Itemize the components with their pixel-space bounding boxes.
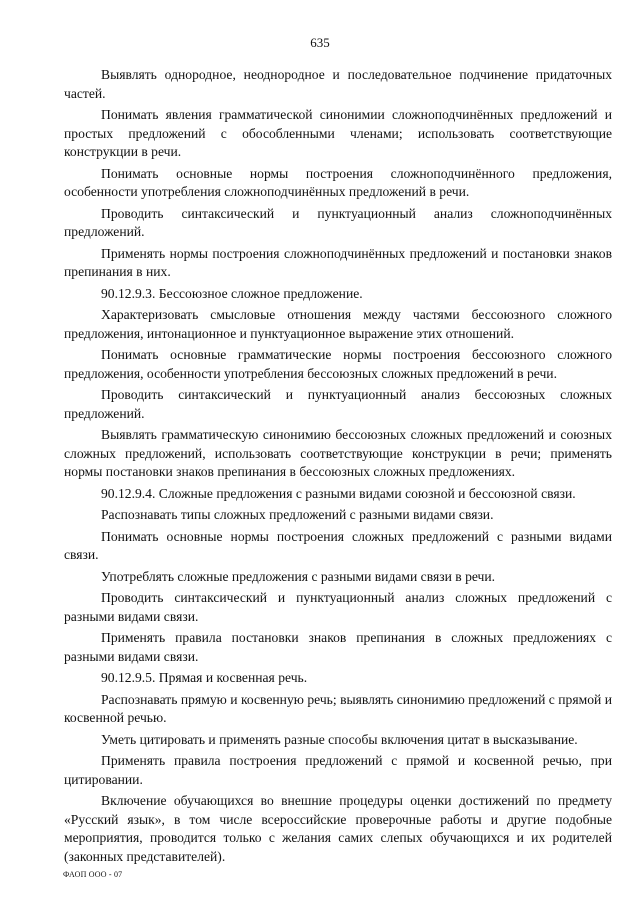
paragraph: Характеризовать смысловые отношения между частями бессоюзного сложного предложения, интонационное и пунктуационное выражение этих отношений.: [64, 307, 612, 341]
paragraph: Применять нормы построения сложноподчинённых предложений и постановки знаков препинания в них.: [64, 245, 612, 279]
section-heading: 90.12.9.5. Прямая и косвенная речь.: [101, 670, 308, 685]
paragraph: Проводить синтаксический и пунктуационный анализ сложноподчинённых предложений.: [64, 205, 612, 239]
paragraph: Употреблять сложные предложения с разными видами связи в речи.: [101, 568, 496, 584]
paragraph: Применять правила построения предложений с прямой и косвенной речью, при цитировании.: [64, 753, 612, 787]
paragraph: Понимать явления грамматической синонимии сложноподчинённых предложений и простых предложений с обособленными членами; использовать соответствующие конструкции в речи.: [64, 107, 612, 159]
paragraph: Понимать основные нормы построения сложных предложений с разными видами связи.: [64, 528, 612, 562]
document-body: [64, 66, 612, 869]
paragraph: Проводить синтаксический и пунктуационный анализ бессоюзных сложных предложений.: [64, 387, 612, 421]
paragraph: Распознавать типы сложных предложений с разными видами связи.: [101, 507, 494, 522]
page-number: 635: [310, 35, 330, 50]
paragraph: Понимать основные грамматические нормы построения бессоюзного сложного предложения, особенности употребления бессоюзных сложных предложений в речи.: [64, 347, 612, 381]
paragraph: Выявлять грамматическую синонимию бессоюзных сложных предложений и союзных сложных предложений, использовать соответствующие конструкции в речи; применять нормы постановки знаков препинания в бессоюзных сложных предложениях.: [64, 427, 612, 479]
paragraph: Проводить синтаксический и пунктуационный анализ сложных предложений с разными видами связи.: [64, 590, 612, 624]
paragraph: Выявлять однородное, неоднородное и последовательное подчинение придаточных частей.: [64, 67, 612, 101]
section-heading: 90.12.9.3. Бессоюзное сложное предложение.: [101, 285, 363, 301]
paragraph: Понимать основные нормы построения сложноподчинённого предложения, особенности употребления сложноподчинённых предложений в речи.: [64, 165, 612, 199]
paragraph: Включение обучающихся во внешние процедуры оценки достижений по предмету «Русский язык», в том числе всероссийские проверочные работы и другие подобные мероприятия, проводится только с желания самих слепых обучающихся и их родителей (законных представителей).: [64, 793, 612, 864]
paragraph: Уметь цитировать и применять разные способы включения цитат в высказывание.: [101, 731, 578, 747]
paragraph: Применять правила постановки знаков препинания в сложных предложениях с разными видами связи.: [64, 630, 612, 664]
section-heading: 90.12.9.4. Сложные предложения с разными видами союзной и бессоюзной связи.: [101, 485, 576, 501]
document-footer: ФАОП ООО - 07: [63, 870, 123, 879]
paragraph: Распознавать прямую и косвенную речь; выявлять синонимию предложений с прямой и косвенной речью.: [64, 691, 612, 725]
